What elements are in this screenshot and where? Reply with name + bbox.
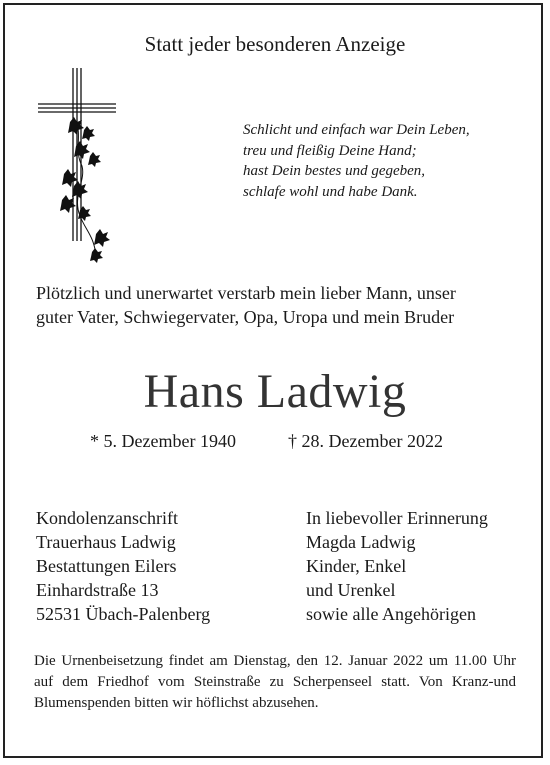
death-date: † 28. Dezember 2022	[288, 431, 443, 451]
intro-line: guter Vater, Schwiegervater, Opa, Uropa und mein Bruder	[36, 307, 455, 327]
poem-line: treu und fleißig Deine Hand;	[243, 142, 417, 159]
deceased-name: Hans Ladwig	[143, 365, 407, 418]
intro-line: Plötzlich und unerwartet verstarb mein lieber Mann, unser	[36, 283, 456, 303]
mourner-line: und Urenkel	[306, 580, 396, 600]
poem-line: schlafe wohl und habe Dank.	[243, 183, 418, 200]
poem-line: hast Dein bestes und gegeben,	[243, 163, 426, 179]
cross-with-ivy-icon	[36, 66, 116, 266]
address-line: Trauerhaus Ladwig	[36, 532, 176, 552]
funeral-notice: Die Urnenbeisetzung findet am Dienstag, den 12. Januar 2022 um 11.00 Uhr auf dem Friedhof vom Steinstraße zu Scherpenseel statt. Von Kranz-und Blumenspenden bitten wir höflichst abzusehen.	[34, 653, 516, 711]
address-line: Kondolenzanschrift	[36, 508, 178, 528]
mourner-line: In liebevoller Erinnerung	[306, 508, 488, 528]
mourner-line: sowie alle Angehörigen	[306, 604, 476, 624]
poem	[243, 120, 470, 202]
header-title: Statt jeder besonderen Anzeige	[144, 32, 406, 56]
intro-text	[36, 281, 456, 329]
condolence-address	[36, 506, 210, 626]
address-line: Bestattungen Eilers	[36, 556, 177, 576]
mourner-line: Magda Ladwig	[306, 532, 416, 552]
poem-line: Schlicht und einfach war Dein Leben,	[243, 122, 470, 138]
mourners-list	[306, 506, 488, 626]
mourner-line: Kinder, Enkel	[306, 556, 407, 576]
birth-date: * 5. Dezember 1940	[90, 431, 236, 451]
address-line: 52531 Übach-Palenberg	[36, 604, 211, 624]
address-line: Einhardstraße 13	[36, 580, 159, 600]
